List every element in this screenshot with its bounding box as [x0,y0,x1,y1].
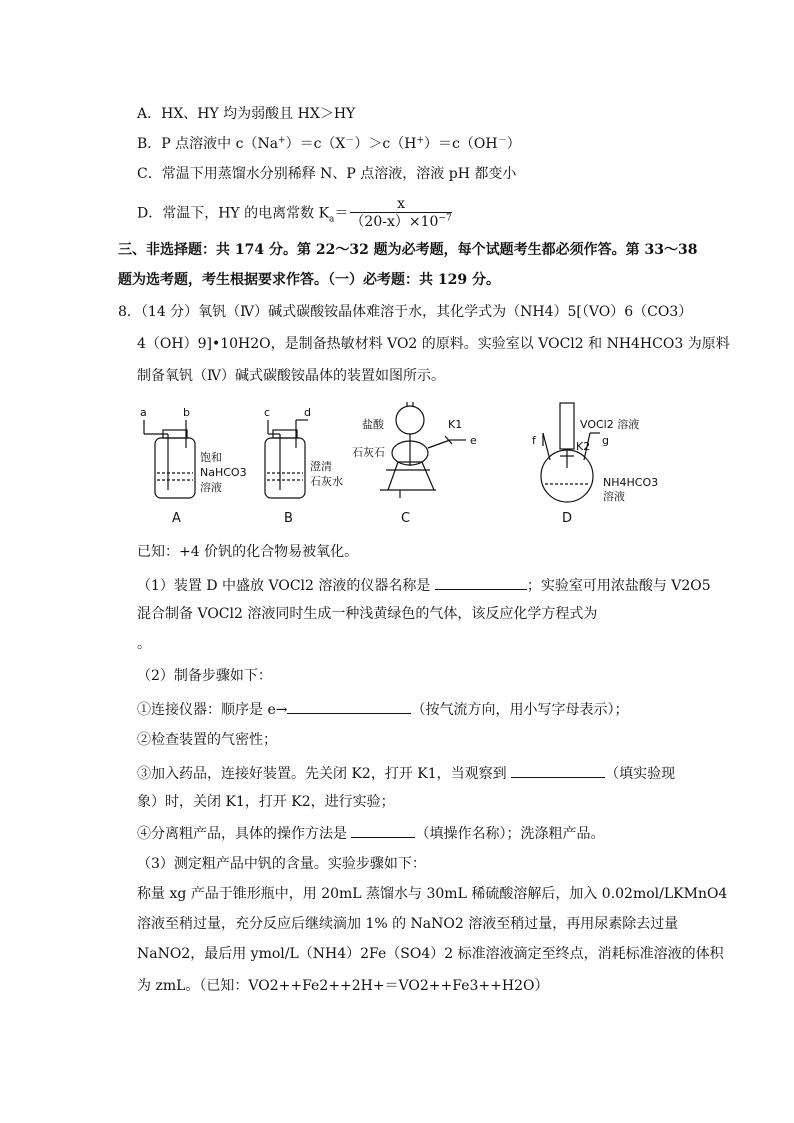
apparatus-label-b: B [284,511,293,526]
step-3-text-1: ③加入药品，连接好装置。先关闭 K2，打开 K1，当观察到 [137,766,507,782]
port-label-c: c [264,406,271,419]
port-label-f: f [532,434,536,447]
part3-line-4: 为 zmL。（已知：VO2++Fe2++2H+＝VO2++Fe3++H2O） [137,978,549,994]
answer-blank-order[interactable] [287,698,411,714]
gas-washing-bottle-a [144,420,195,498]
option-b-sup-4: － [497,135,507,146]
option-b-text-5: ） [506,136,521,152]
fraction-denominator-text: （20-x）×10 [350,214,439,230]
option-b-text-4: ）＝c（OH [424,136,498,152]
generator-valve-label: K1 [448,418,463,431]
port-label-e: e [470,434,477,447]
part3-line-3: NaNO2，最后用 ymol/L（NH4）2Fe（SO4）2 标准溶液滴定至终点，消耗标准溶液的体积 [137,946,724,962]
part1-text-2: ；实验室可用浓盐酸与 V2O5 [526,578,711,594]
section-heading-line-2: 题为选考题，考生根据要求作答。（一）必考题：共 129 分。 [118,272,500,288]
part3-line-2: 溶液至稍过量，充分反应后继续滴加 1% 的 NaNO2 溶液至稍过量，再用尿素除去过量 [137,916,679,932]
q8-line-1: 8．（14 分）氧钒（Ⅳ）碱式碳酸铵晶体难溶于水，其化学式为（NH4）5[（VO）6（CO3） [118,304,693,320]
step-1-text-1: ①连接仪器：顺序是 e→ [137,702,288,718]
step-1 [137,698,628,720]
option-d-fraction [350,196,451,231]
option-b-text-2: ）＝c（X [285,136,346,152]
port-label-b: b [183,406,190,419]
answer-blank-operation[interactable] [351,822,415,838]
generator-solid-label: 石灰石 [352,446,385,459]
apparatus-label-a: A [172,511,181,526]
q8-line-3: 制备氧钒（Ⅳ）碱式碳酸铵晶体的装置如图所示。 [137,368,445,384]
option-b-text-1: B．P 点溶液中 c（Na [137,136,279,152]
step-4 [137,822,604,844]
flask-liquid-label-1: NH4HCO3 [603,476,659,489]
step-3-line-1 [137,762,675,784]
apparatus-label-c: C [401,511,411,526]
fraction-denominator [350,213,451,231]
part3-title: （3）测定粗产品中钒的含量。实验步骤如下： [137,856,426,872]
step-1-text-2: （按气流方向，用小写字母表示）； [411,702,629,718]
option-d-text: D．常温下，HY 的电离常数 K [137,205,330,222]
flask-valve-label: K2 [576,440,591,453]
part2-title: （2）制备步骤如下： [137,668,272,684]
option-d-sub: a [329,214,335,225]
bottle-a-liquid-2: NaHCO3 [200,466,247,479]
bottle-a-liquid-3: 溶液 [200,481,222,494]
part1-text-1: （1）装置 D 中盛放 VOCl2 溶液的仪器名称是 [137,578,431,594]
port-label-g: g [602,434,609,447]
part3-line-1: 称量 xg 产品于锥形瓶中，用 20mL 蒸馏水与 30mL 稀硫酸溶解后，加入 0.02mol/LKMnO4 [137,886,728,902]
option-a: A．HX、HY 均为弱酸且 HX＞HY [137,106,356,122]
step-2: ②检查装置的气密性； [137,732,277,748]
step-4-text-2: （填操作名称）；洗涤粗产品。 [415,826,605,842]
option-c: C．常温下用蒸馏水分别稀释 N、P 点溶液，溶液 pH 都变小 [137,166,517,182]
port-label-d: d [304,406,311,419]
gas-washing-bottle-b [265,420,308,498]
part1-line-1 [137,574,711,596]
q8-line-2: 4（OH）9]•10H2O，是制备热敏材料 VO2 的原料。实验室以 VOCl2 和 NH4HCO3 为原料 [137,336,730,352]
option-b-sup-3: + [416,135,425,146]
fraction-numerator: x [350,196,451,213]
section-heading-line-1: 三、非选择题：共 174 分。第 22～32 题为必考题，每个试题考生都必须作答。第 33～38 [118,242,698,258]
known-note: 已知：+4 价钒的化合物易被氧化。 [137,544,359,560]
option-b-sup-1: + [278,135,286,146]
option-b [137,134,521,154]
bottle-b-liquid-2: 石灰水 [310,475,343,488]
bottle-a-liquid-1: 饱和 [200,451,222,464]
part1-line-3: 。 [137,636,151,652]
apparatus-label-d: D [562,511,573,526]
option-b-text-3: ）＞c（H [354,136,417,152]
step-4-text-1: ④分离粗产品，具体的操作方法是 [137,826,347,842]
fraction-exponent: −7 [438,213,452,224]
generator-acid-label: 盐酸 [362,418,384,431]
port-label-a: a [140,406,147,419]
option-d [137,196,452,231]
answer-blank-observation[interactable] [511,762,605,778]
step-3-text-2: （填实验现 [605,766,676,782]
step-3-line-2: 象）时，关闭 K1，打开 K2，进行实验； [137,794,395,810]
part1-line-2: 混合制备 VOCl2 溶液同时生成一种浅黄绿色的气体，该反应化学方程式为 [137,606,598,622]
flask-funnel-label: VOCl2 溶液 [580,418,640,431]
option-b-sup-2: － [345,135,355,146]
answer-blank-instrument[interactable] [435,574,527,590]
flask-liquid-label-2: 溶液 [603,490,625,503]
option-d-eq: ＝ [334,205,349,222]
apparatus-figure [130,398,690,533]
gas-generator-c [380,402,466,498]
bottle-b-liquid-1: 澄清 [310,460,332,473]
